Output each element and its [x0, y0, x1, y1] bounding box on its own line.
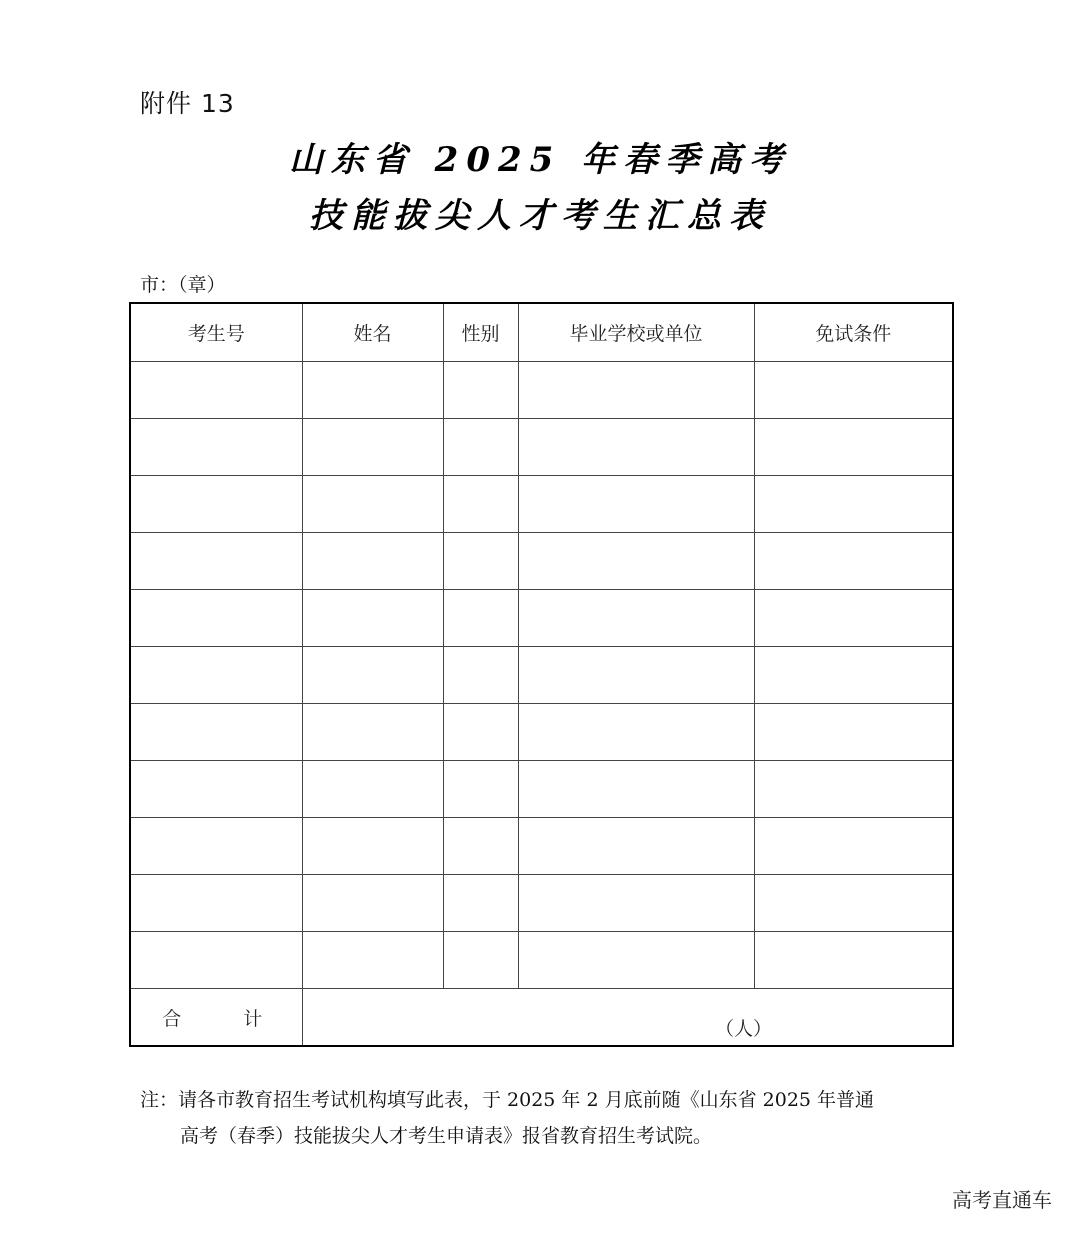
name-cell[interactable]	[302, 476, 443, 533]
name-cell[interactable]	[302, 875, 443, 932]
exam-number-cell[interactable]	[130, 875, 302, 932]
total-label-cell	[130, 989, 302, 1047]
exam-number-cell[interactable]	[130, 761, 302, 818]
gender-cell[interactable]	[443, 818, 518, 875]
exam-number-cell[interactable]	[130, 590, 302, 647]
name-cell[interactable]	[302, 761, 443, 818]
gender-cell[interactable]	[443, 419, 518, 476]
name-cell[interactable]	[302, 647, 443, 704]
gender-cell[interactable]	[443, 704, 518, 761]
table-row	[130, 818, 953, 875]
name-cell[interactable]	[302, 704, 443, 761]
name-cell[interactable]	[302, 362, 443, 419]
school-cell[interactable]	[518, 932, 754, 989]
exam-number-cell[interactable]	[130, 533, 302, 590]
gender-cell[interactable]	[443, 761, 518, 818]
total-label: 合 计	[162, 1007, 291, 1030]
table-row	[130, 590, 953, 647]
school-cell[interactable]	[518, 476, 754, 533]
watermark: 高考直通车	[952, 1188, 1052, 1212]
exam-number-cell[interactable]	[130, 704, 302, 761]
gender-cell[interactable]	[443, 590, 518, 647]
school-cell[interactable]	[518, 761, 754, 818]
page-title-line2: 技能拔尖人才考生汇总表	[309, 196, 771, 236]
name-cell[interactable]	[302, 590, 443, 647]
school-cell[interactable]	[518, 647, 754, 704]
table-row	[130, 362, 953, 419]
exam-number-cell[interactable]	[130, 419, 302, 476]
total-unit: （人）	[714, 1018, 772, 1040]
name-cell[interactable]	[302, 419, 443, 476]
school-cell[interactable]	[518, 533, 754, 590]
gender-cell[interactable]	[443, 362, 518, 419]
page-title-line1: 山东省 2025 年春季高考	[288, 140, 792, 180]
exemption-cell[interactable]	[754, 362, 953, 419]
school-cell[interactable]	[518, 362, 754, 419]
school-cell[interactable]	[518, 875, 754, 932]
exam-number-cell[interactable]	[130, 647, 302, 704]
exemption-cell[interactable]	[754, 875, 953, 932]
city-seal-line: 市：（章）	[140, 274, 226, 296]
school-cell[interactable]	[518, 419, 754, 476]
exam-number-cell[interactable]	[130, 818, 302, 875]
table-row	[130, 761, 953, 818]
footnote	[140, 1082, 960, 1154]
table-row	[130, 533, 953, 590]
col-header-name: 姓名	[302, 303, 443, 362]
exemption-cell[interactable]	[754, 704, 953, 761]
table-row	[130, 932, 953, 989]
exam-number-cell[interactable]	[130, 362, 302, 419]
gender-cell[interactable]	[443, 932, 518, 989]
exemption-cell[interactable]	[754, 533, 953, 590]
exemption-cell[interactable]	[754, 590, 953, 647]
total-row	[130, 989, 953, 1047]
table-row	[130, 647, 953, 704]
school-cell[interactable]	[518, 704, 754, 761]
col-header-gender: 性别	[443, 303, 518, 362]
exam-number-cell[interactable]	[130, 476, 302, 533]
gender-cell[interactable]	[443, 647, 518, 704]
table-row	[130, 704, 953, 761]
footnote-line1: 注：请各市教育招生考试机构填写此表，于 2025 年 2 月底前随《山东省 2025 年普通	[140, 1089, 875, 1111]
exemption-cell[interactable]	[754, 419, 953, 476]
table-row	[130, 476, 953, 533]
exemption-cell[interactable]	[754, 647, 953, 704]
table-row	[130, 419, 953, 476]
attachment-label: 附件 13	[140, 89, 235, 118]
footnote-line2: 高考（春季）技能拔尖人才考生申请表》报省教育招生考试院。	[180, 1125, 713, 1147]
name-cell[interactable]	[302, 533, 443, 590]
name-cell[interactable]	[302, 932, 443, 989]
gender-cell[interactable]	[443, 476, 518, 533]
exemption-cell[interactable]	[754, 818, 953, 875]
exemption-cell[interactable]	[754, 932, 953, 989]
name-cell[interactable]	[302, 818, 443, 875]
col-header-exam-number: 考生号	[130, 303, 302, 362]
gender-cell[interactable]	[443, 875, 518, 932]
total-value-cell[interactable]	[302, 989, 953, 1047]
summary-table	[129, 302, 954, 1047]
school-cell[interactable]	[518, 818, 754, 875]
school-cell[interactable]	[518, 590, 754, 647]
col-header-exemption: 免试条件	[754, 303, 953, 362]
table-row	[130, 875, 953, 932]
exemption-cell[interactable]	[754, 476, 953, 533]
exam-number-cell[interactable]	[130, 932, 302, 989]
col-header-school: 毕业学校或单位	[518, 303, 754, 362]
exemption-cell[interactable]	[754, 761, 953, 818]
table-header-row	[130, 303, 953, 362]
gender-cell[interactable]	[443, 533, 518, 590]
